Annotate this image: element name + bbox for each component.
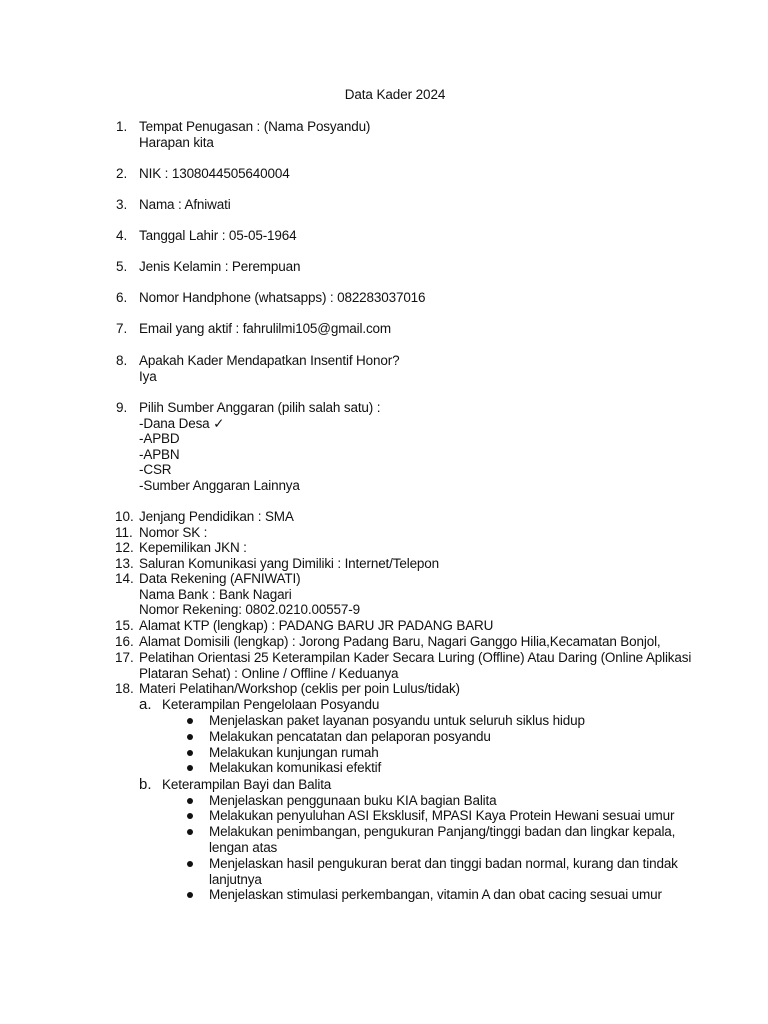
bullet-dot-icon xyxy=(187,813,193,819)
list-item-text: Tempat Penugasan : (Nama Posyandu) xyxy=(139,119,371,134)
list-item-number: 5. xyxy=(116,259,128,274)
list-item-text: -Sumber Anggaran Lainnya xyxy=(139,477,300,493)
bullet-dot-icon xyxy=(187,765,193,771)
list-item-text: Alamat Domisili (lengkap) : Jorong Padang Baru, Nagari Ganggo Hilia,Kecamatan Bonjol, xyxy=(139,634,661,649)
list-item-number: 1. xyxy=(116,119,128,134)
list-item-number: 13. xyxy=(115,556,134,571)
list-item-text: Data Rekening (AFNIWATI) xyxy=(139,571,301,586)
bullet-text: Menjelaskan paket layanan posyandu untuk seluruh siklus hidup xyxy=(209,713,585,728)
list-item-text: Saluran Komunikasi yang Dimiliki : Internet/Telepon xyxy=(139,556,440,571)
list-item-number: 18. xyxy=(115,681,134,696)
list-item-text: Jenis Kelamin : Perempuan xyxy=(139,259,301,274)
bullet-text: lanjutnya xyxy=(209,871,262,887)
list-item-text: Harapan kita xyxy=(139,134,214,150)
list-item-text: Nomor Handphone (whatsapps) : 082283037016 xyxy=(139,290,426,305)
list-item-text: Apakah Kader Mendapatkan Insentif Honor? xyxy=(139,353,400,368)
subsection-letter: b. xyxy=(139,776,152,793)
list-item-number: 3. xyxy=(116,197,128,212)
list-item-text: NIK : 1308044505640004 xyxy=(139,166,290,181)
bullet-text: Menjelaskan hasil pengukuran berat dan tinggi badan normal, kurang dan tindak xyxy=(209,856,678,871)
list-item-number: 10. xyxy=(115,509,134,524)
list-item-number: 2. xyxy=(116,166,128,181)
list-item-number: 12. xyxy=(115,540,134,555)
list-item-number: 7. xyxy=(116,321,128,336)
bullet-dot-icon xyxy=(187,892,193,898)
bullet-text: Melakukan penyuluhan ASI Eksklusif, MPASI Kaya Protein Hewani sesuai umur xyxy=(209,808,675,823)
list-item-text: -APBD xyxy=(139,431,180,447)
list-item-number: 16. xyxy=(115,634,134,649)
bullet-dot-icon xyxy=(187,798,193,804)
bullet-dot-icon xyxy=(187,750,193,756)
bullet-text: Melakukan penimbangan, pengukuran Panjang/tinggi badan dan lingkar kepala, xyxy=(209,824,676,839)
list-item-number: 17. xyxy=(115,650,134,665)
list-item-text: Jenjang Pendidikan : SMA xyxy=(139,509,294,524)
bullet-dot-icon xyxy=(187,718,193,724)
list-item-text: -CSR xyxy=(139,462,172,478)
list-item-text: Iya xyxy=(139,368,157,384)
bullet-text: Menjelaskan penggunaan buku KIA bagian Balita xyxy=(209,793,497,808)
list-item-text: Kepemilikan JKN : xyxy=(139,540,247,555)
bullet-dot-icon xyxy=(187,861,193,867)
list-item-text: Nomor Rekening: 0802.0210.00557-9 xyxy=(139,602,360,618)
list-item-text: Nomor SK : xyxy=(139,525,208,540)
bullet-text: Melakukan komunikasi efektif xyxy=(209,760,382,775)
list-item-text: Pelatihan Orientasi 25 Keterampilan Kader Secara Luring (Offline) Atau Daring (Online Aplikasi xyxy=(139,650,692,665)
list-item-text: Tanggal Lahir : 05-05-1964 xyxy=(139,228,297,243)
subsection-letter: a. xyxy=(139,696,152,713)
list-item-text: -APBN xyxy=(139,446,180,462)
list-item-text: Nama Bank : Bank Nagari xyxy=(139,586,292,602)
list-item-number: 15. xyxy=(115,618,134,633)
list-item-number: 8. xyxy=(116,353,128,368)
bullet-text: Melakukan pencatatan dan pelaporan posyandu xyxy=(209,729,491,744)
bullet-dot-icon xyxy=(187,734,193,740)
list-item-text: -Dana Desa ✓ xyxy=(139,415,225,431)
list-item-number: 4. xyxy=(116,228,128,243)
bullet-text: lengan atas xyxy=(209,839,278,855)
subsection-title: Keterampilan Bayi dan Balita xyxy=(162,777,332,792)
list-item-number: 11. xyxy=(115,525,133,540)
list-item-number: 6. xyxy=(116,290,128,305)
bullet-text: Menjelaskan stimulasi perkembangan, vitamin A dan obat cacing sesuai umur xyxy=(209,887,662,902)
subsection-title: Keterampilan Pengelolaan Posyandu xyxy=(162,697,380,712)
list-item-text: Materi Pelatihan/Workshop (ceklis per poin Lulus/tidak) xyxy=(139,681,460,696)
list-item-text: Alamat KTP (lengkap) : PADANG BARU JR PADANG BARU xyxy=(139,618,494,633)
list-item-text: Pilih Sumber Anggaran (pilih salah satu) : xyxy=(139,400,381,415)
list-item-text: Plataran Sehat) : Online / Offline / Keduanya xyxy=(139,665,399,681)
list-item-text: Nama : Afniwati xyxy=(139,197,231,212)
bullet-dot-icon xyxy=(187,829,193,835)
bullet-text: Melakukan kunjungan rumah xyxy=(209,745,379,760)
list-item-text: Email yang aktif : fahrulilmi105@gmail.com xyxy=(139,321,391,336)
list-item-number: 9. xyxy=(116,400,128,415)
page-title: Data Kader 2024 xyxy=(344,87,446,102)
list-item-number: 14. xyxy=(115,571,134,586)
